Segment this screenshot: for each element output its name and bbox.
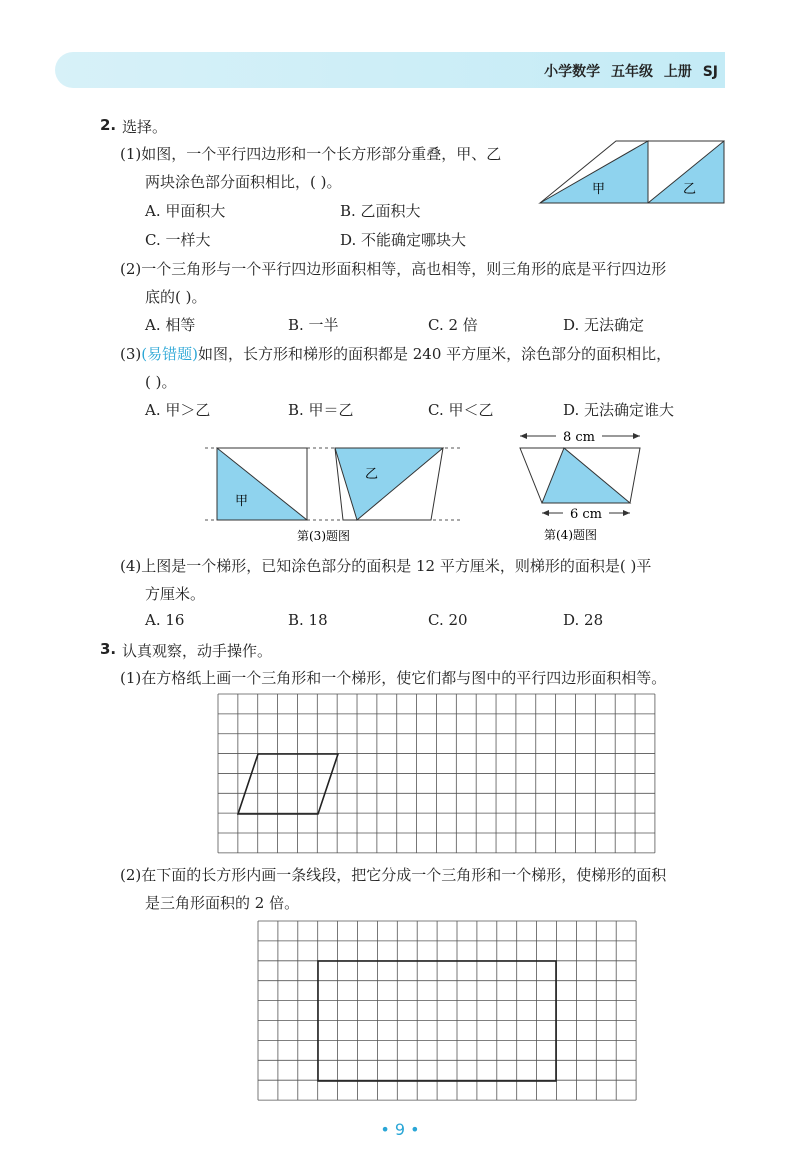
q2-p1-option-a: A. 甲面积大 xyxy=(145,202,226,220)
label-jia: 甲 xyxy=(592,182,606,197)
figure-q2-3 xyxy=(205,440,460,545)
grid-lines xyxy=(258,921,636,1100)
label-yi: 乙 xyxy=(365,467,379,482)
label-yi: 乙 xyxy=(683,182,697,197)
q2-p4-option-a: A. 16 xyxy=(145,611,185,629)
caption-q4: 第(4)题图 xyxy=(544,528,597,542)
q2-p2-option-c: C. 2 倍 xyxy=(428,316,478,334)
q2-p4-option-c: C. 20 xyxy=(428,611,468,629)
q2-p3-option-c: C. 甲＜乙 xyxy=(428,401,494,419)
q3-p2-line2: 是三角形面积的 2 倍。 xyxy=(145,894,300,912)
label-jia: 甲 xyxy=(235,494,249,509)
q2-p3-text: 如图，长方形和梯形的面积都是 240 平方厘米，涂色部分的面积相比， xyxy=(197,345,672,363)
q3-title: 认真观察，动手操作。 xyxy=(122,642,273,660)
q2-p4-option-b: B. 18 xyxy=(288,611,328,629)
tag-error-prone: (易错题) xyxy=(141,345,198,363)
q3-p2-line1: (2)在下面的长方形内画一条线段，把它分成一个三角形和一个梯形，使梯形的面积 xyxy=(120,866,667,884)
dim-bottom: 6 cm xyxy=(569,507,603,522)
q2-p2-line1: (2)一个三角形与一个平行四边形面积相等，高也相等，则三角形的底是平行四边形 xyxy=(120,260,667,278)
q2-p4-line2: 方厘米。 xyxy=(145,585,206,603)
q2-p1-option-c: C. 一样大 xyxy=(145,231,211,249)
arrow-right-bottom xyxy=(623,510,630,516)
arrow-left-bottom xyxy=(542,510,549,516)
q2-p1-option-b: B. 乙面积大 xyxy=(340,202,421,220)
caption-q3: 第(3)题图 xyxy=(297,529,350,543)
grid-paper-2[interactable] xyxy=(258,921,636,1101)
q2-p3-option-a: A. 甲＞乙 xyxy=(145,401,211,419)
q2-p4-option-d: D. 28 xyxy=(563,611,604,629)
figure-q2-1 xyxy=(540,138,730,208)
q2-p3-option-b: B. 甲＝乙 xyxy=(288,401,354,419)
q3-number: 3. xyxy=(100,640,117,658)
q2-p4-line1: (4)上图是一个梯形，已知涂色部分的面积是 12 平方厘米，则梯形的面积是( )平 xyxy=(120,557,652,575)
q2-p3-line1 xyxy=(120,343,671,364)
q2-p2-option-d: D. 无法确定 xyxy=(563,316,645,334)
shaded-triangle xyxy=(542,448,630,503)
q2-p3-prefix: (3) xyxy=(120,345,142,363)
q2-p3-line2: ( )。 xyxy=(145,373,177,391)
q2-p2-option-b: B. 一半 xyxy=(288,316,339,334)
q2-title: 选择。 xyxy=(122,118,168,136)
header-title: 小学数学 五年级 上册 SJ xyxy=(544,64,718,80)
arrow-left xyxy=(520,433,527,439)
page-number: • 9 • xyxy=(380,1120,420,1139)
q3-p1-line1: (1)在方格纸上画一个三角形和一个梯形，使它们都与图中的平行四边形面积相等。 xyxy=(120,669,667,687)
shaded-triangle-jia xyxy=(217,448,307,520)
grid-lines xyxy=(218,694,655,853)
q2-p1-option-d: D. 不能确定哪块大 xyxy=(340,231,467,249)
shaded-triangle-yi xyxy=(335,448,443,520)
parallelogram xyxy=(238,754,338,814)
q2-p2-line2: 底的( )。 xyxy=(145,288,207,306)
arrow-right xyxy=(633,433,640,439)
dim-top: 8 cm xyxy=(562,430,596,445)
grid-paper-1[interactable] xyxy=(218,694,655,852)
figure-q2-4 xyxy=(512,425,652,545)
q2-p1-line1: (1)如图，一个平行四边形和一个长方形部分重叠，甲、乙 xyxy=(120,145,502,163)
q2-p2-option-a: A. 相等 xyxy=(145,316,196,334)
q2-p3-option-d: D. 无法确定谁大 xyxy=(563,401,675,419)
q2-number: 2. xyxy=(100,116,117,134)
q2-p1-line2: 两块涂色部分面积相比，( )。 xyxy=(145,173,342,191)
